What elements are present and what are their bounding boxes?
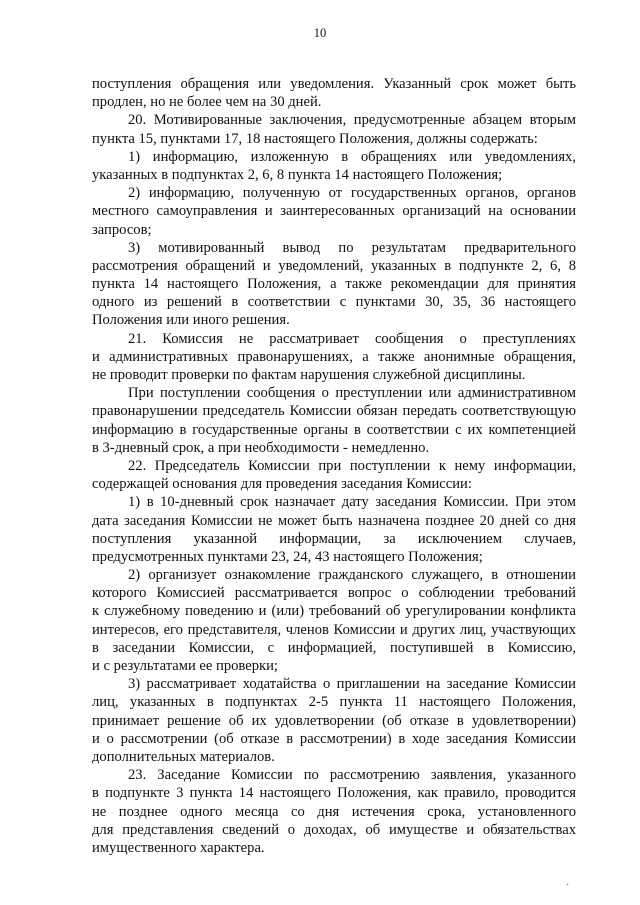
text-line: 3) рассматривает ходатайства о приглашении на заседание Комиссии [128,676,576,693]
text-line: 1) информацию, изложенную в обращениях или уведомлениях, [128,148,576,165]
text-line: правонарушении председатель Комиссии обязан передать соответствующую [92,403,576,420]
text-line: в заседании Комиссии, с информацией, поступившей в Комиссию, [92,639,576,656]
page-number: 10 [313,26,327,40]
text-line: дополнительных материалов. [92,748,275,765]
text-line: и административных правонарушениях, а также анонимные обращения, [92,348,576,365]
text-line: которого Комиссией рассматривается вопрос о соблюдении требований [92,585,576,602]
text-line: имущественного характера. [92,839,265,856]
text-line: пункта 14 настоящего Положения, а также рекомендации для принятия [92,276,576,293]
text-line: 22. Председатель Комиссии при поступлении к нему информации, [128,457,576,474]
text-line: 21. Комиссия не рассматривает сообщения о преступлениях [128,330,576,347]
text-line: предусмотренных пунктами 23, 24, 43 настоящего Положения; [92,548,483,565]
text-line: Положения или иного решения. [92,312,290,329]
text-line: содержащей основания для проведения заседания Комиссии: [92,476,472,493]
scan-dot: · [566,880,570,891]
text-line: 3) мотивированный вывод по результатам предварительного [128,239,576,256]
text-line: 2) организует ознакомление гражданского служащего, в отношении [128,567,576,584]
text-line: лиц, указанных в подпунктах 2-5 пункта 11 настоящего Положения, [92,694,576,711]
text-line: поступления обращения или уведомления. Указанный срок может быть [92,76,576,92]
text-line: не проводит проверки по фактам нарушения служебной дисциплины. [92,367,526,383]
text-line: и с результатами ее проверки; [92,658,278,674]
text-line: и о рассмотрении (об отказе в рассмотрении) в ходе заседания Комиссии [92,730,576,747]
text-line: запросов; [92,221,152,238]
document-body [92,75,576,857]
text-line: 2) информацию, полученную от государственных органов, органов [128,185,576,202]
text-line: в подпункте 3 пункта 14 настоящего Положения, как правило, проводится [92,785,576,802]
text-line: продлен, но не более чем на 30 дней. [92,94,322,111]
text-line: 20. Мотивированные заключения, предусмотренные абзацем вторым [128,112,576,129]
text-line: информацию в государственные органы в соответствии с их компетенцией [92,421,576,438]
text-line: 1) в 10-дневный срок назначает дату заседания Комиссии. При этом [128,494,576,511]
text-line: интересов, его представителя, членов Комиссии и других лиц, участвующих [92,621,576,638]
text-line: для представления сведений о доходах, об имуществе и обязательствах [92,821,576,838]
text-line: не позднее одного месяца со дня истечения срока, установленного [92,803,576,820]
text-line: указанных в подпунктах 2, 6, 8 пункта 14 настоящего Положения; [92,166,503,183]
text-line: одного из решений в соответствии с пунктами 30, 35, 36 настоящего [92,294,576,311]
text-line: в 3-дневный срок, а при необходимости - немедленно. [92,439,430,456]
text-line: к служебному поведению и (или) требований об урегулировании конфликта [92,603,576,620]
text-line: принимает решение об их удовлетворении (об отказе в удовлетворении) [92,712,576,729]
text-line: пункта 15, пунктами 17, 18 настоящего Положения, должны содержать: [92,130,538,147]
text-line: дата заседания Комиссии не может быть назначена позднее 20 дней со дня [92,512,576,529]
text-line: местного самоуправления и заинтересованных организаций на основании [92,203,576,220]
text-line: поступления указанной информации, за исключением случаев, [92,530,576,547]
text-line: 23. Заседание Комиссии по рассмотрению заявления, указанного [128,767,576,784]
text-line: При поступлении сообщения о преступлении или административном [128,385,576,402]
text-line: рассмотрения обращений и уведомлений, указанных в подпункте 2, 6, 8 [92,257,576,274]
